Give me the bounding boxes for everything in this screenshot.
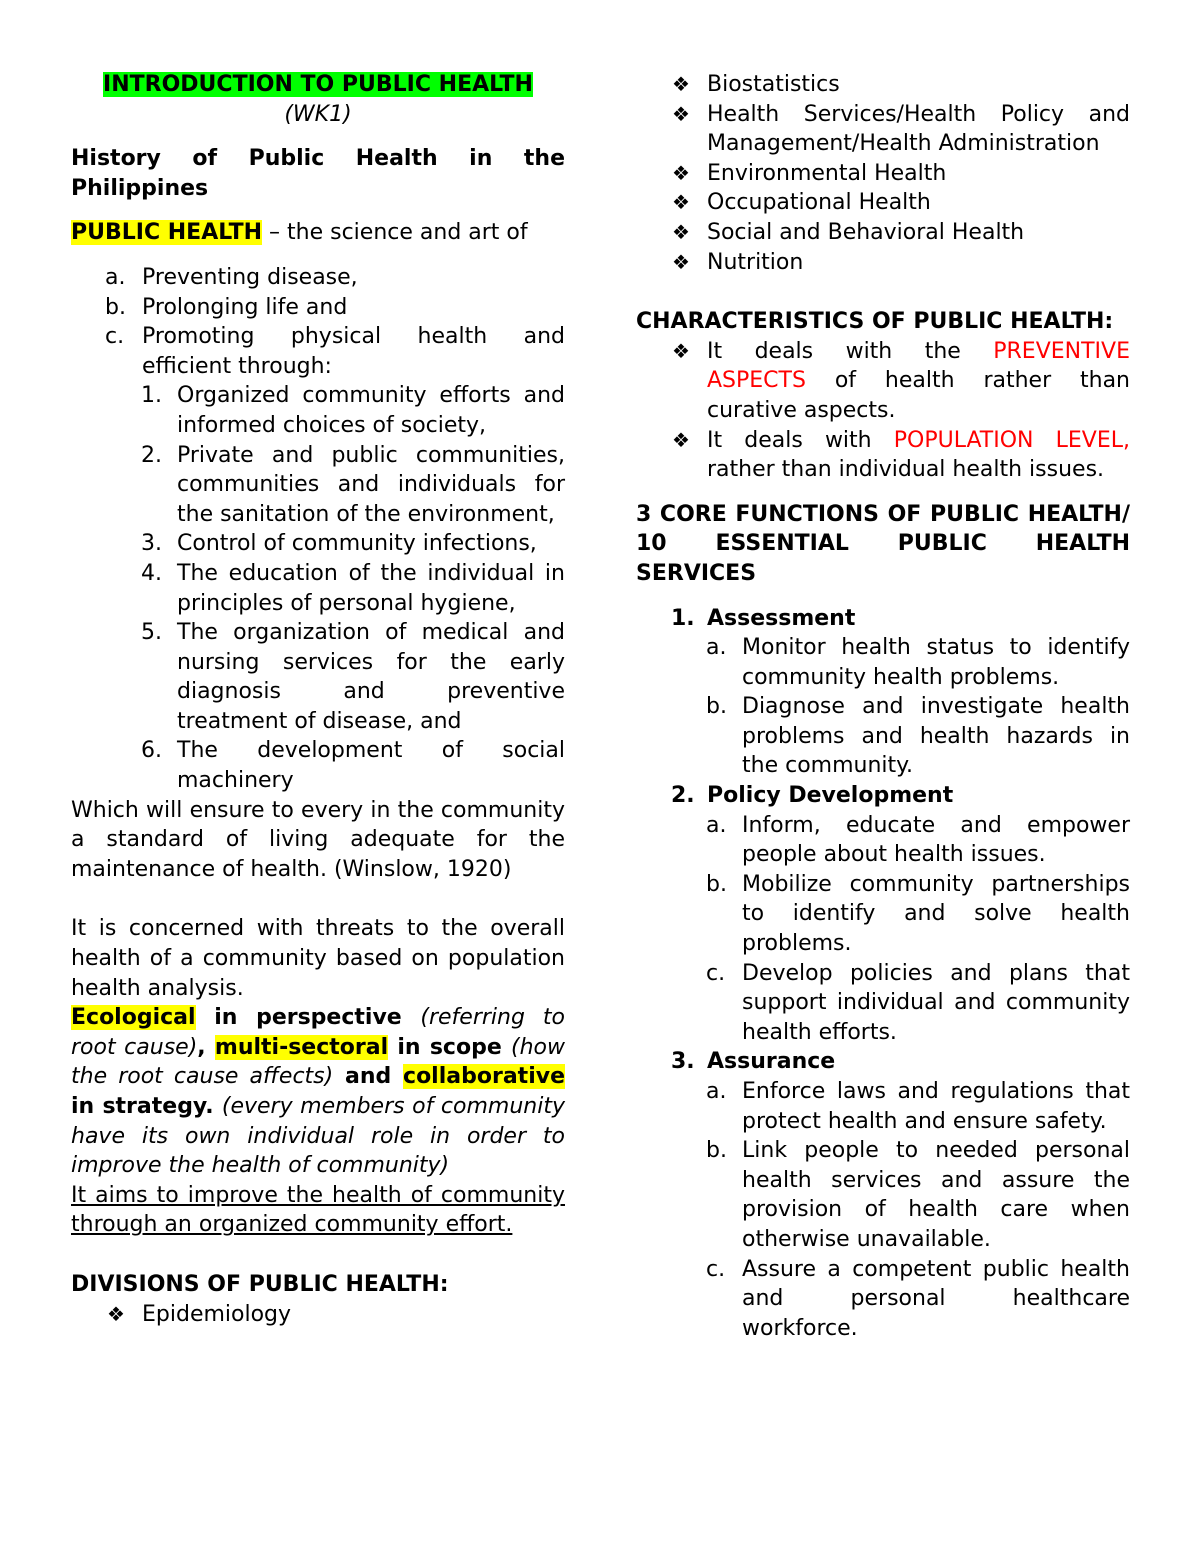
list-item: ❖ Epidemiology <box>71 1300 565 1330</box>
list-item: 4. The education of the individual in principles of personal hygiene, <box>141 560 565 616</box>
bullet-icon: ❖ <box>672 160 690 185</box>
bullet-icon: ❖ <box>672 219 690 244</box>
list-item: c. Assure a competent public health and personal healthcare workforce. <box>706 1256 1130 1341</box>
efforts-list <box>71 381 565 795</box>
list-item: b. Prolonging life and <box>105 294 348 320</box>
list-item: ❖ Biostatistics <box>636 70 1130 100</box>
definition-text: – the science and art of <box>262 220 528 246</box>
bullet-icon: ❖ <box>672 427 690 452</box>
bullet-icon: ❖ <box>672 72 690 96</box>
core-functions-heading: 3 CORE FUNCTIONS OF PUBLIC HEALTH/ 10 ESSENTIAL PUBLIC HEALTH SERVICES <box>636 501 1130 586</box>
list-item: b. Mobilize community partnerships to identify and solve health problems. <box>706 871 1130 957</box>
doc-subtitle: (WK1) <box>284 101 352 127</box>
prevention-list <box>71 263 565 381</box>
list-item: 5. The organization of medical and nursing services for the early diagnosis and preventive treatment of disease, and <box>141 620 565 734</box>
list-item: a. Preventing disease, <box>105 264 358 290</box>
list-item: 6. The development of social machinery <box>141 738 565 794</box>
bullet-icon: ❖ <box>672 101 690 126</box>
list-item: c. Promoting physical health and efficient through: <box>105 324 565 379</box>
list-item: 3. Control of community infections, <box>141 531 537 557</box>
list-item: c. Develop policies and plans that support individual and community health efforts. <box>706 960 1130 1045</box>
core-function-assurance: 3. Assurance <box>671 1049 836 1075</box>
list-item: ❖ Nutrition <box>636 248 1130 278</box>
winslow-paragraph: Which will ensure to every in the community a standard of living adequate for the maintenance of health. (Winslow, 1920) <box>71 797 565 882</box>
divisions-heading: DIVISIONS OF PUBLIC HEALTH: <box>71 1271 449 1297</box>
divisions-list <box>636 70 1130 277</box>
characteristics-heading: CHARACTERISTICS OF PUBLIC HEALTH: <box>636 309 1114 335</box>
core-function-assessment: 1. Assessment <box>671 605 856 631</box>
bullet-icon: ❖ <box>672 190 690 215</box>
list-item: ❖ Occupational Health <box>636 188 1130 218</box>
list-item: ❖ Social and Behavioral Health <box>636 218 1130 248</box>
list-item: a. Monitor health status to identify community health problems. <box>706 635 1130 690</box>
list-item: a. Inform, educate and empower people about health issues. <box>706 812 1130 868</box>
list-item: ❖ Environmental Health <box>636 159 1130 189</box>
list-item: ❖ It deals with POPULATION LEVEL, rather than individual health issues. <box>672 427 1130 483</box>
perspective-paragraph: Ecological in perspective (referring to root cause), multi-sectoral in scope (how the root cause affects) and collaborative in strategy. (every members of community have its own individual role in order to improve the health of community) <box>71 1005 565 1179</box>
list-item: b. Link people to needed personal health services and assure the provision of health care when otherwise unavailable. <box>706 1138 1130 1252</box>
list-item: b. Diagnose and investigate health problems and health hazards in the community. <box>706 694 1130 779</box>
doc-title-text: INTRODUCTION TO PUBLIC HEALTH <box>103 72 533 97</box>
doc-title <box>71 70 565 100</box>
list-item: ❖ Health Services/Health Policy and Management/Health Administration <box>672 101 1130 157</box>
bullet-icon: ❖ <box>107 1301 125 1326</box>
concern-paragraph: It is concerned with threats to the overall health of a community based on population health analysis. <box>71 916 565 1001</box>
bullet-icon: ❖ <box>672 249 690 274</box>
definition-term: PUBLIC HEALTH <box>71 220 263 246</box>
characteristics-list <box>636 337 1130 485</box>
right-column <box>636 70 1130 1343</box>
list-item: ❖ It deals with the PREVENTIVE ASPECTS of health rather than curative aspects. <box>672 338 1130 423</box>
aim-paragraph: It aims to improve the health of community through an organized community effort. <box>71 1182 565 1238</box>
history-heading: History of Public Health in the Philippines <box>71 146 565 201</box>
list-item: a. Enforce laws and regulations that protect health and ensure safety. <box>706 1079 1130 1134</box>
core-function-policy: 2. Policy Development <box>671 783 954 809</box>
definition <box>71 218 565 248</box>
list-item: 1. Organized community efforts and informed choices of society, <box>141 383 565 438</box>
list-item: 2. Private and public communities, communities and individuals for the sanitation of the environment, <box>141 442 565 527</box>
bullet-icon: ❖ <box>672 338 690 363</box>
left-column <box>71 70 565 1329</box>
core-functions-list <box>636 604 1130 1344</box>
